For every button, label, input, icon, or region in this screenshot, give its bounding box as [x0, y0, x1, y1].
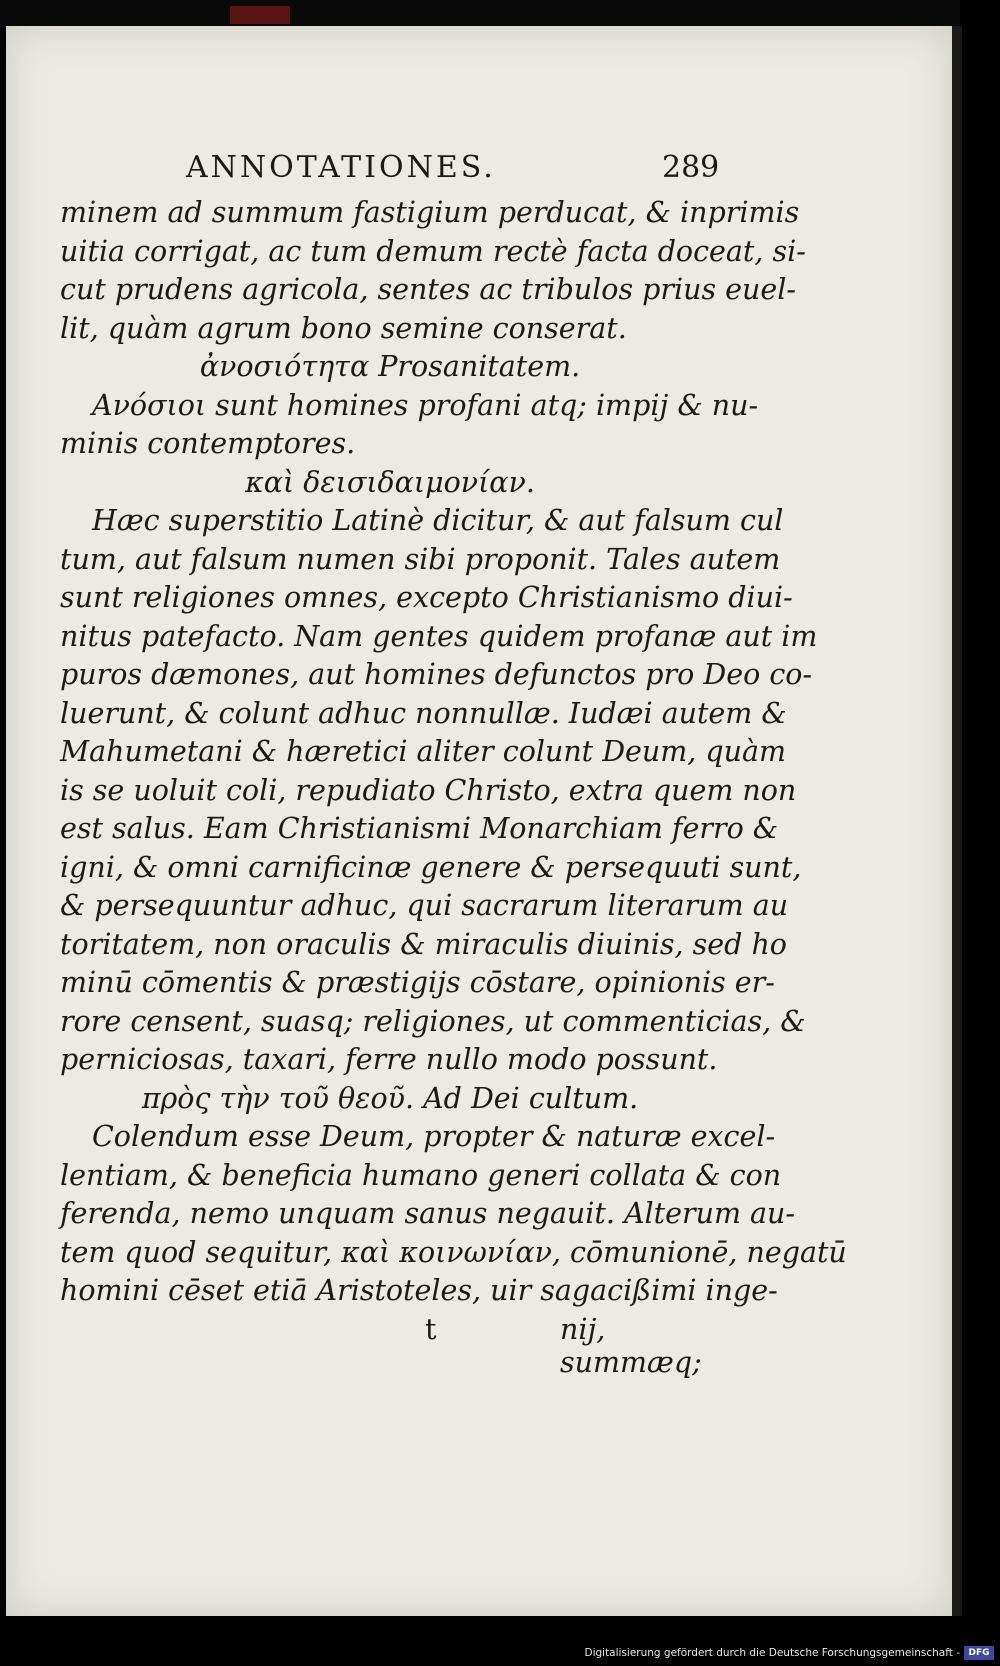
- text-line: Mahumetani & hæretici aliter colunt Deum, quàm: [60, 735, 787, 768]
- text-line: Hæc superstitio Latinè dicitur, & aut falsum cul: [92, 504, 784, 537]
- text-line: ferenda, nemo unquam sanus negauit. Alterum au-: [60, 1197, 796, 1230]
- section-lemma: ἀνοσιότητα Prosanitatem.: [199, 350, 581, 383]
- text-line: minem ad summum fastigium perducat, & inprimis: [60, 196, 800, 229]
- text-line: est salus. Eam Christianismi Monarchiam ferro &: [60, 812, 779, 845]
- text-line: tum, aut falsum numen sibi proponit. Tales autem: [60, 542, 781, 576]
- text-line: sunt religiones omnes, excepto Christianismo diui-: [60, 581, 793, 614]
- text-line: is se uoluit coli, repudiato Christo, extra quem non: [60, 773, 797, 807]
- text-line: luerunt, & colunt adhuc nonnullæ. Iudæi autem &: [60, 696, 787, 730]
- dfg-logo: DFG: [964, 1646, 994, 1660]
- text-line: toritatem, non oraculis & miraculis diuinis, sed ho: [60, 927, 787, 961]
- text-line: perniciosas, taxari, ferre nullo modo possunt.: [60, 1043, 718, 1076]
- text-line: lentiam, & beneficia humano generi collata & con: [60, 1158, 782, 1192]
- text-line: minū cōmentis & præstigijs cōstare, opinionis er-: [60, 966, 775, 999]
- signature-mark: t: [425, 1312, 437, 1346]
- page-edge-shadow: [952, 26, 962, 1616]
- running-head: ANNOTATIONES.: [186, 150, 496, 185]
- text-line: minis contemptores.: [60, 427, 356, 460]
- section-lemma: καὶ δεισιδαιμονίαν.: [245, 465, 535, 499]
- text-line: puros dæmones, aut homines defunctos pro Deo co-: [60, 658, 813, 691]
- text-line: nitus patefacto. Nam gentes quidem profanæ aut im: [60, 619, 818, 653]
- catchword: nij, summæq;: [560, 1312, 702, 1379]
- text-line: rore censent, suasq; religiones, ut commenticias, &: [60, 1004, 806, 1038]
- top-edge: [0, 0, 960, 28]
- binding-mark: [230, 6, 290, 24]
- text-line: igni, & omni carnificinæ genere & persequuti sunt,: [60, 850, 802, 884]
- text-line: homini cēset etiā Aristoteles, uir sagacißimi inge-: [60, 1274, 778, 1307]
- text-line: Ανόσιοι sunt homines profani atq; impij & nu-: [92, 388, 759, 422]
- text-line: lit, quàm agrum bono semine conserat.: [60, 311, 627, 345]
- section-lemma: πρὸς τὴν τοῦ θεοῦ. Ad Dei cultum.: [141, 1081, 639, 1115]
- footer-credit: Digitalisierung gefördert durch die Deutsche Forschungsgemeinschaft -: [584, 1647, 960, 1659]
- page-body: [60, 196, 847, 1379]
- text-line: Colendum esse Deum, propter & naturæ excel-: [92, 1120, 776, 1153]
- text-line: tem quod sequitur, καὶ κοινωνίαν, cōmunionē, negatū: [60, 1235, 847, 1269]
- text-line: uitia corrigat, ac tum demum rectè facta doceat, si-: [60, 234, 806, 268]
- text-line: & persequuntur adhuc, qui sacrarum literarum au: [60, 889, 789, 922]
- catch-line: [60, 1312, 720, 1379]
- page-header: [180, 150, 740, 190]
- digitization-footer: [0, 1643, 1000, 1666]
- page-number: 289: [662, 150, 720, 185]
- text-line: cut prudens agricola, sentes ac tribulos prius euel-: [60, 273, 796, 306]
